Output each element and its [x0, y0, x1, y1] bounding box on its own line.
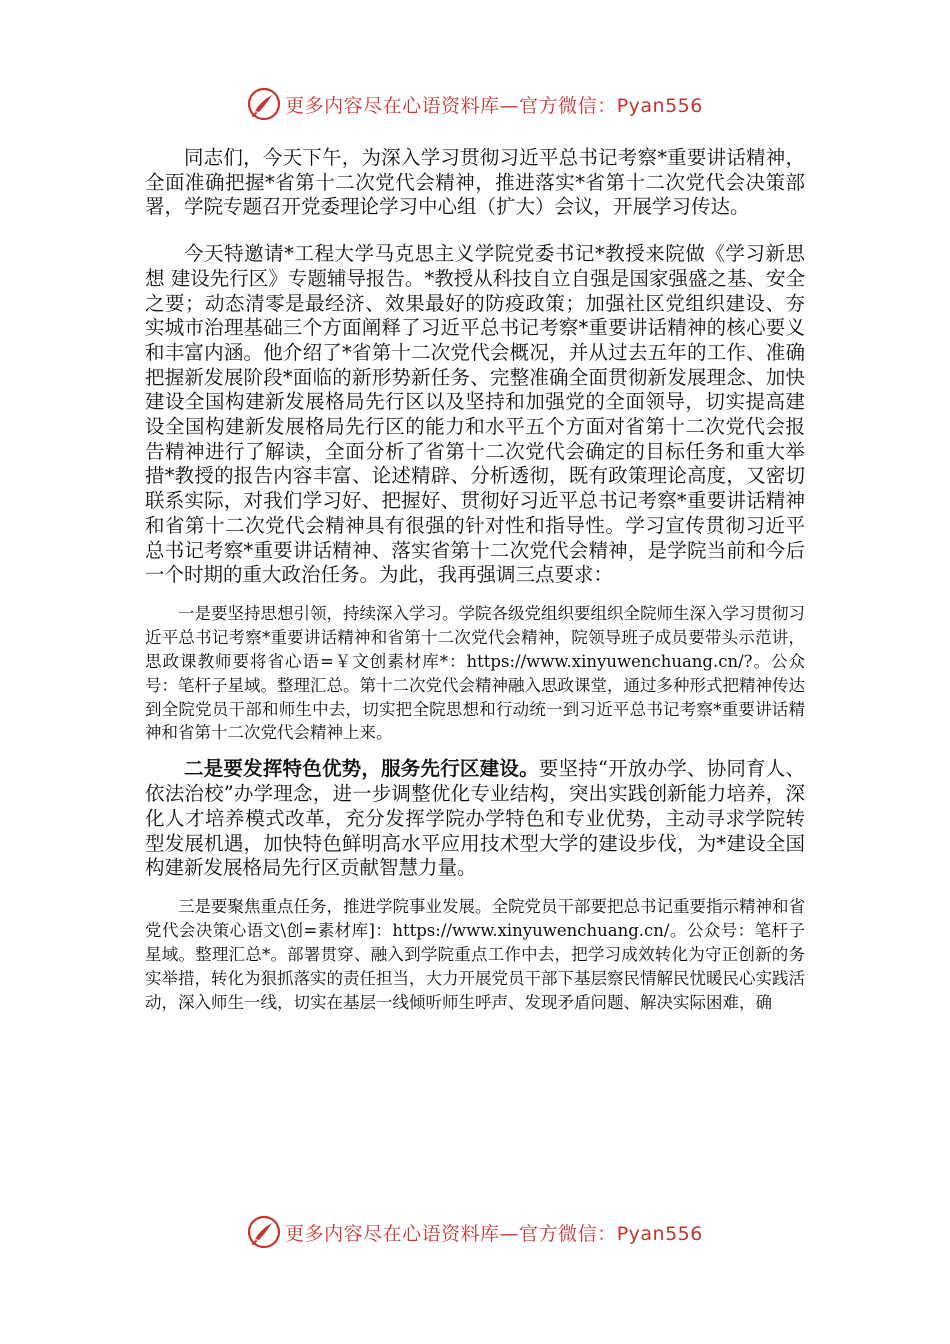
- paragraph-requirement-two: [145, 757, 805, 881]
- header-banner-main: 更多内容尽在心语资料库: [285, 94, 500, 117]
- header-banner-account: Pyan556: [616, 94, 703, 117]
- paragraph-report-summary: 今天特邀请*工程大学马克思主义学院党委书记*教授来院做《学习新思想 建设先行区》专题辅导报告。*教授从科技自立自强是国家强盛之基、安全之要；动态清零是最经济、效果最好的防疫政策；加强社区党组织建设、夯实城市治理基础三个方面阐释了习近平总书记考察*重要讲话精神的核心要义和丰富内涵。他介绍了*省第十二次党代会概况，并从过去五年的工作、准确把握新发展阶段*面临的新形势新任务、完整准确全面贯彻新发展理念、加快建设全国构建新发展格局先行区以及坚持和加强党的全面领导，切实提高建设全国构建新发展格局先行区的能力和水平五个方面对省第十二次党代会报告精神进行了解读，全面分析了省第十二次党代会确定的目标任务和重大举措*教授的报告内容丰富、论述精辟、分析透彻，既有政策理论高度，又密切联系实际，对我们学习好、把握好、贯彻好习近平总书记考察*重要讲话精神和省第十二次党代会精神具有很强的针对性和指导性。学习宣传贯彻习近平总书记考察*重要讲话精神、落实省第十二次党代会精神，是学院当前和今后一个时期的重大政治任务。为此，我再强调三点要求：: [145, 242, 805, 587]
- header-banner: [0, 84, 950, 124]
- paragraph-requirement-one: 一是要坚持思想引领，持续深入学习。学院各级党组织要组织全院师生深入学习贯彻习近平总书记考察*重要讲话精神和省第十二次党代会精神，院领导班子成员要带头示范讲，思政课教师要将省心语=￥文创素材库*：https://www.xinyuwenchuang.cn/?。公众号：笔杆子星域。整理汇总。第十二次党代会精神融入思政课堂，通过多种形式把精神传达到全院党员干部和师生中去，切实把全院思想和行动统一到习近平总书记考察*重要讲话精神和省第十二次党代会精神上来。: [145, 603, 805, 743]
- footer-banner: [0, 1212, 950, 1252]
- document-body: [145, 146, 805, 1014]
- paragraph-opening: 同志们，今天下午，为深入学习贯彻习近平总书记考察*重要讲话精神，全面准确把握*省第十二次党代会精神，推进落实*省第十二次党代会决策部署，学院专题召开党委理论学习中心组（扩大）会议，开展学习传达。: [145, 146, 805, 219]
- header-banner-text: [285, 91, 703, 118]
- header-banner-official: 官方微信：: [519, 94, 617, 117]
- brush-logo-icon: [247, 1215, 281, 1249]
- footer-banner-text: [285, 1219, 703, 1246]
- footer-banner-dash: —: [499, 1222, 520, 1245]
- footer-banner-account: Pyan556: [616, 1222, 703, 1245]
- paragraph-requirement-three: 三是要聚焦重点任务，推进学院事业发展。全院党员干部要把总书记重要指示精神和省党代会决策心语文\创=素材库]：https://www.xinyuwenchuang.cn/。公众号：笔杆子星域。整理汇总*。部署贯穿、融入到学院重点工作中去，把学习成效转化为守正创新的务实举措，转化为狠抓落实的责任担当，大力开展党员干部下基层察民情解民忧暖民心实践活动，深入师生一线，切实在基层一线倾听师生呼声、发现矛盾问题、解决实际困难，确: [145, 896, 805, 1012]
- requirement-two-heading: 二是要发挥特色优势，服务先行区建设。: [184, 757, 539, 781]
- requirement-two-body: 要坚持“开放办学、协同育人、依法治校”办学理念，进一步调整优化专业结构，突出实践创新能力培养，深化人才培养模式改革，充分发挥学院办学特色和专业优势，主动寻求学院转型发展机遇，加快特色鲜明高水平应用技术型大学的建设步伐，为*建设全国构建新发展格局先行区贡献智慧力量。: [145, 757, 805, 880]
- brush-logo-icon: [247, 87, 281, 121]
- header-banner-dash: —: [499, 94, 520, 117]
- footer-banner-official: 官方微信：: [519, 1222, 617, 1245]
- footer-banner-main: 更多内容尽在心语资料库: [285, 1222, 500, 1245]
